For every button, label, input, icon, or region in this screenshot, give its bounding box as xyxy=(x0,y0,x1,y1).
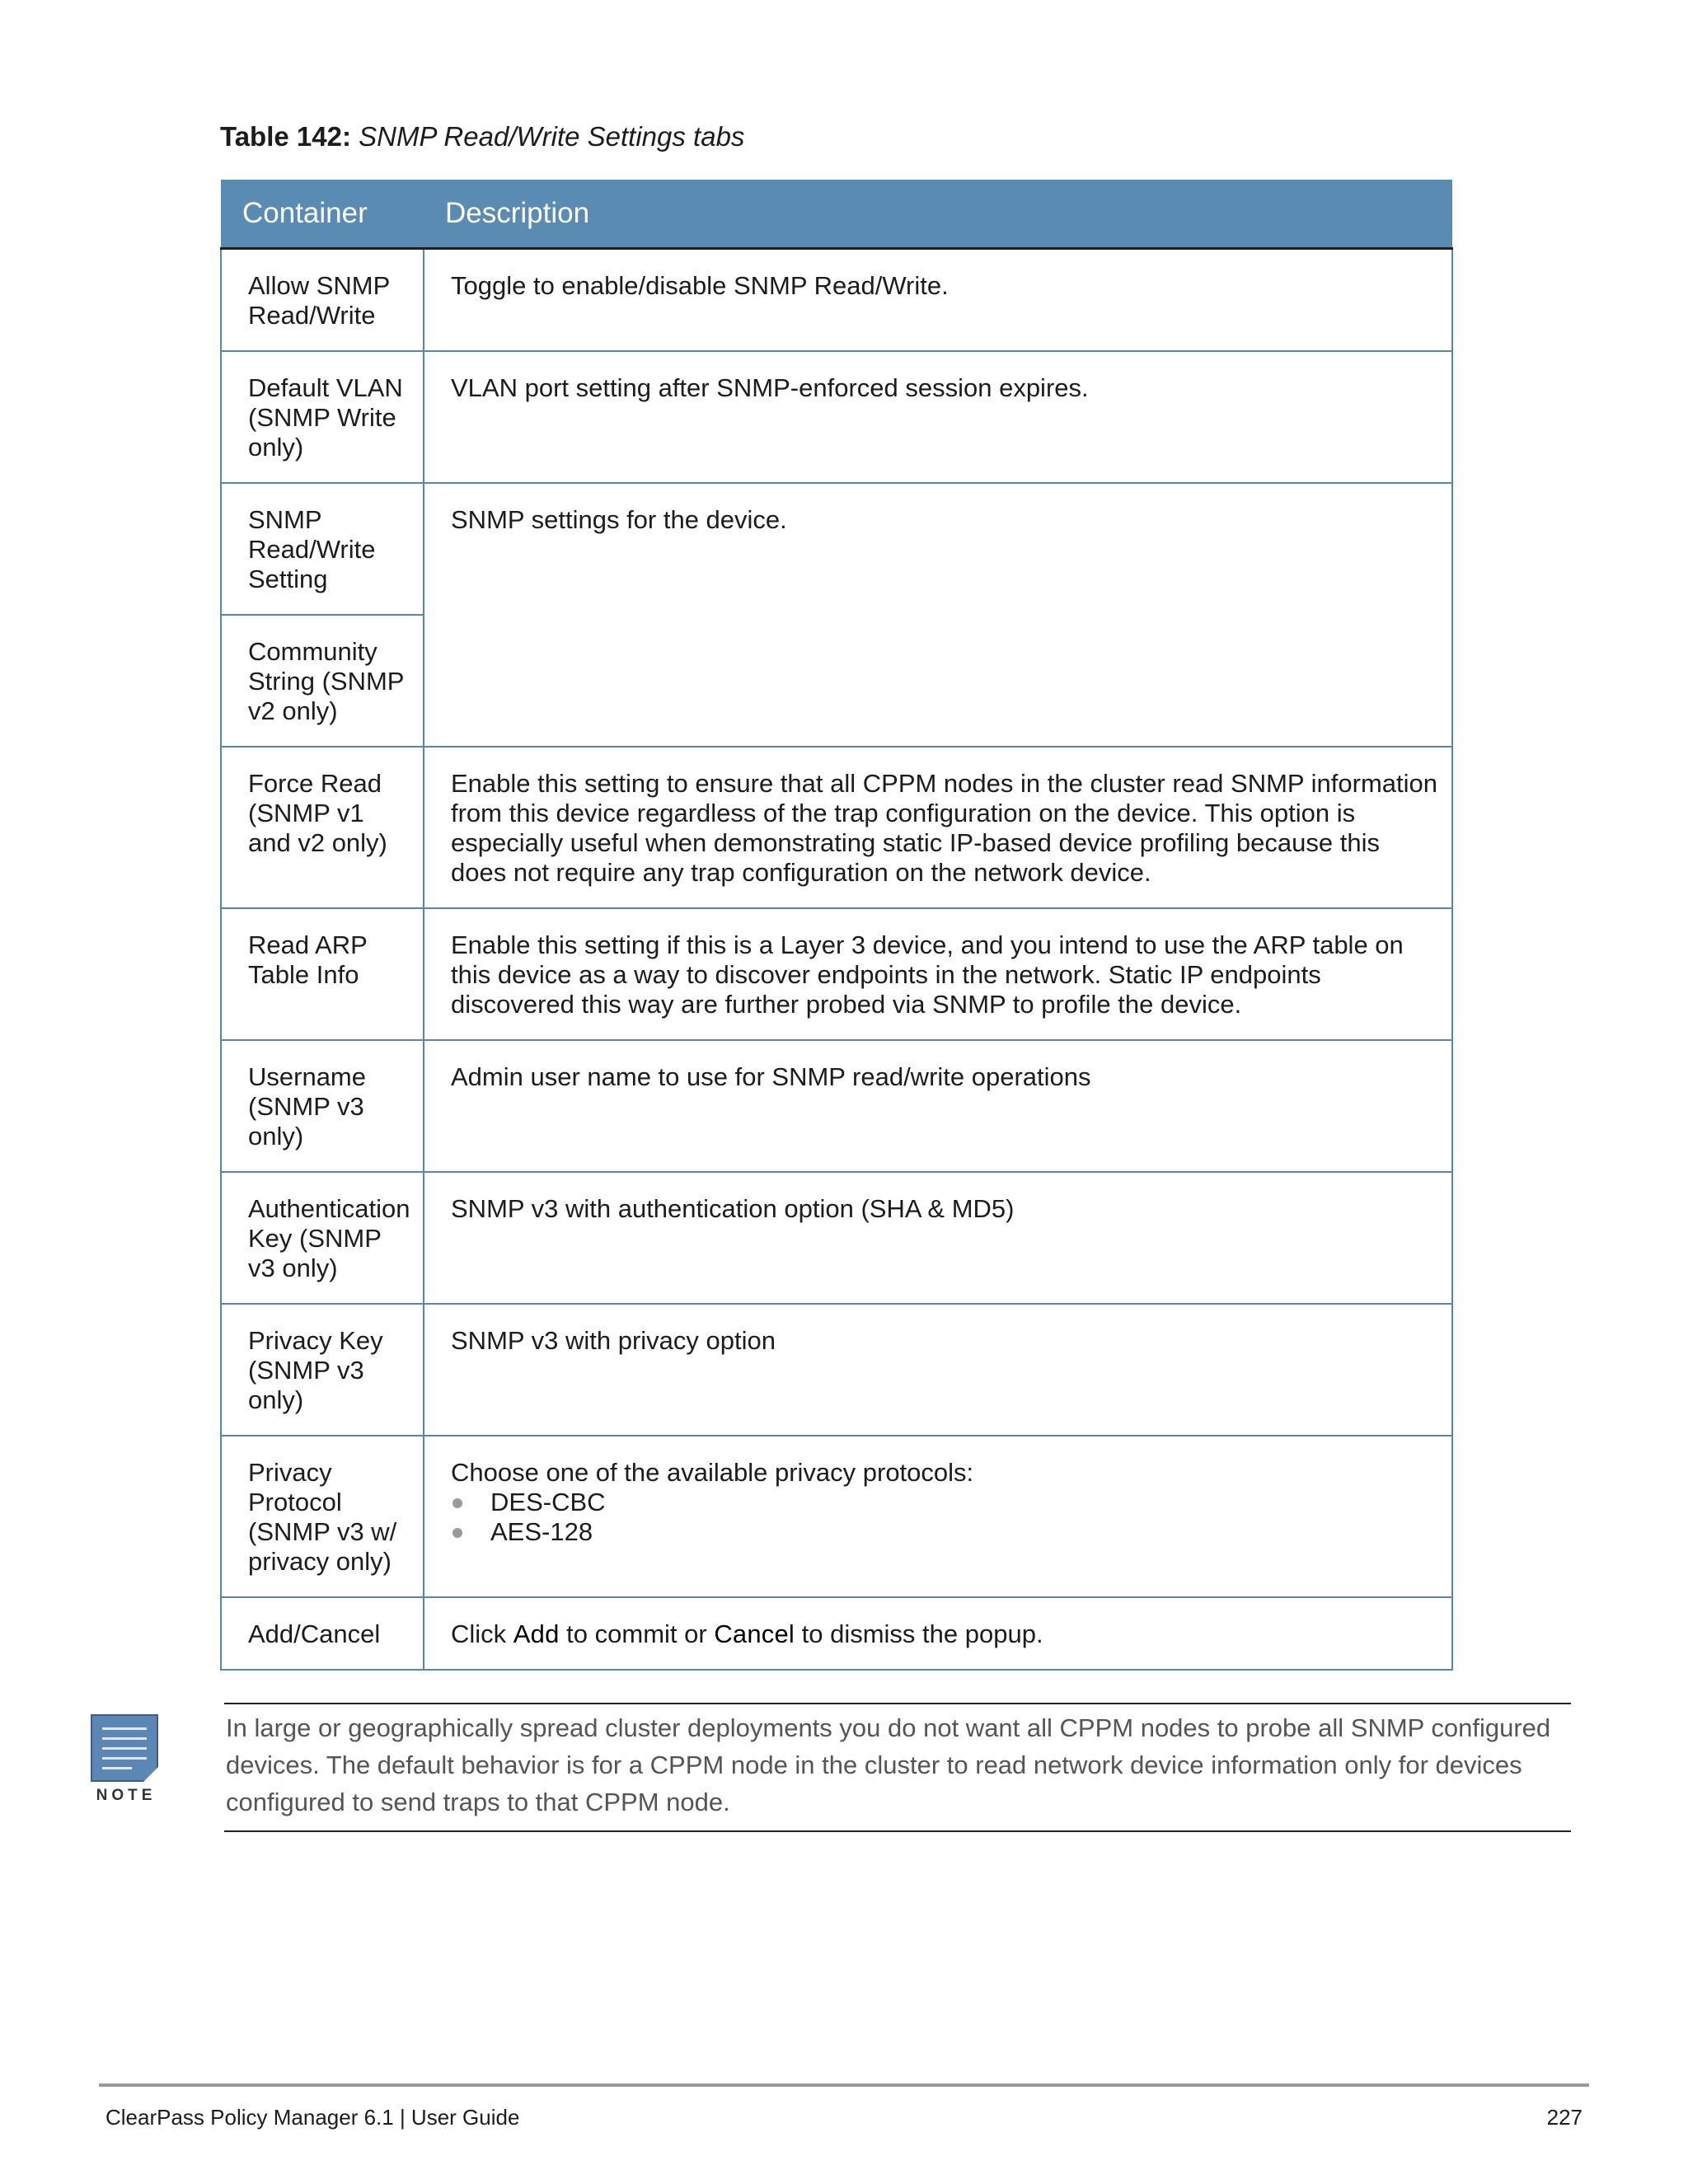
cell-description xyxy=(424,1597,1452,1670)
table-row xyxy=(221,483,1452,615)
cell-description: Enable this setting to ensure that all CPPM nodes in the cluster read SNMP information from this device regardless of the trap configuration on the device. This option is especially useful when demonstrating static IP-based device profiling because this does not require any trap configuration on the network device. xyxy=(424,747,1452,908)
settings-table xyxy=(220,180,1453,1671)
privacy-protocol-list xyxy=(451,1488,1442,1547)
cell-container: Allow SNMP Read/Write xyxy=(221,249,424,352)
table-header-row xyxy=(221,180,1452,249)
table-row xyxy=(221,351,1452,483)
cell-description: SNMP v3 with privacy option xyxy=(424,1304,1452,1436)
cell-container: Username (SNMP v3 only) xyxy=(221,1040,424,1172)
cell-container: Privacy Protocol (SNMP v3 w/ privacy only) xyxy=(221,1436,424,1597)
table-row xyxy=(221,1040,1452,1172)
privacy-protocol-intro: Choose one of the available privacy protocols: xyxy=(451,1458,974,1487)
bullet-icon xyxy=(452,1528,462,1538)
desc-text: to dismiss the popup. xyxy=(795,1619,1043,1648)
cell-description: Admin user name to use for SNMP read/write operations xyxy=(424,1040,1452,1172)
cell-container: Authentication Key (SNMP v3 only) xyxy=(221,1172,424,1304)
notepad-icon xyxy=(91,1714,158,1782)
list-item xyxy=(451,1488,1442,1517)
table-row xyxy=(221,1304,1452,1436)
column-header-description: Description xyxy=(424,180,1452,249)
list-item-text: DES-CBC xyxy=(490,1488,606,1516)
footer-title: ClearPass Policy Manager 6.1 | User Guide xyxy=(106,2105,520,2130)
cell-description: Toggle to enable/disable SNMP Read/Write. xyxy=(424,249,1452,352)
note-icon-label: NOTE xyxy=(96,1787,157,1804)
table-row xyxy=(221,249,1452,352)
cell-description: SNMP v3 with authentication option (SHA & MD5) xyxy=(424,1172,1452,1304)
column-header-container: Container xyxy=(221,180,424,249)
cell-container: Community String (SNMP v2 only) xyxy=(221,615,424,747)
cell-container: SNMP Read/Write Setting xyxy=(221,483,424,615)
table-row xyxy=(221,1436,1452,1597)
table-caption-label: Table 142: xyxy=(220,121,351,152)
cell-container: Read ARP Table Info xyxy=(221,908,424,1040)
table-row xyxy=(221,747,1452,908)
table-caption-title: SNMP Read/Write Settings tabs xyxy=(359,121,745,152)
cell-container: Add/Cancel xyxy=(221,1597,424,1670)
cell-description xyxy=(424,1436,1452,1597)
list-item xyxy=(451,1517,1442,1547)
cell-container: Privacy Key (SNMP v3 only) xyxy=(221,1304,424,1436)
table-caption xyxy=(220,120,744,153)
table-row xyxy=(221,1597,1452,1670)
list-item-text: AES-128 xyxy=(490,1517,593,1546)
cell-description: VLAN port setting after SNMP-enforced session expires. xyxy=(424,351,1452,483)
cell-container: Default VLAN (SNMP Write only) xyxy=(221,351,424,483)
cell-description: Enable this setting if this is a Layer 3 device, and you intend to use the ARP table on this device as a way to discover endpoints in the network. Static IP endpoints discovered this way are further probed via SNMP to profile the device. xyxy=(424,908,1452,1040)
cell-container: Force Read (SNMP v1 and v2 only) xyxy=(221,747,424,908)
table-row xyxy=(221,908,1452,1040)
footer-divider xyxy=(99,2083,1589,2087)
desc-text: to commit or xyxy=(559,1619,715,1648)
add-keyword: Add xyxy=(513,1619,560,1648)
bullet-icon xyxy=(452,1498,462,1508)
cancel-keyword: Cancel xyxy=(714,1619,795,1648)
desc-text: Click xyxy=(451,1619,513,1648)
page-number: 227 xyxy=(1546,2105,1582,2130)
cell-description: SNMP settings for the device. xyxy=(424,483,1452,747)
note-text: In large or geographically spread cluster deployments you do not want all CPPM nodes to probe all SNMP configured devices. The default behavior is for a CPPM node in the cluster to read network device information only for devices configured to send traps to that CPPM node. xyxy=(224,1703,1571,1832)
note-icon xyxy=(91,1714,162,1805)
table-row xyxy=(221,1172,1452,1304)
